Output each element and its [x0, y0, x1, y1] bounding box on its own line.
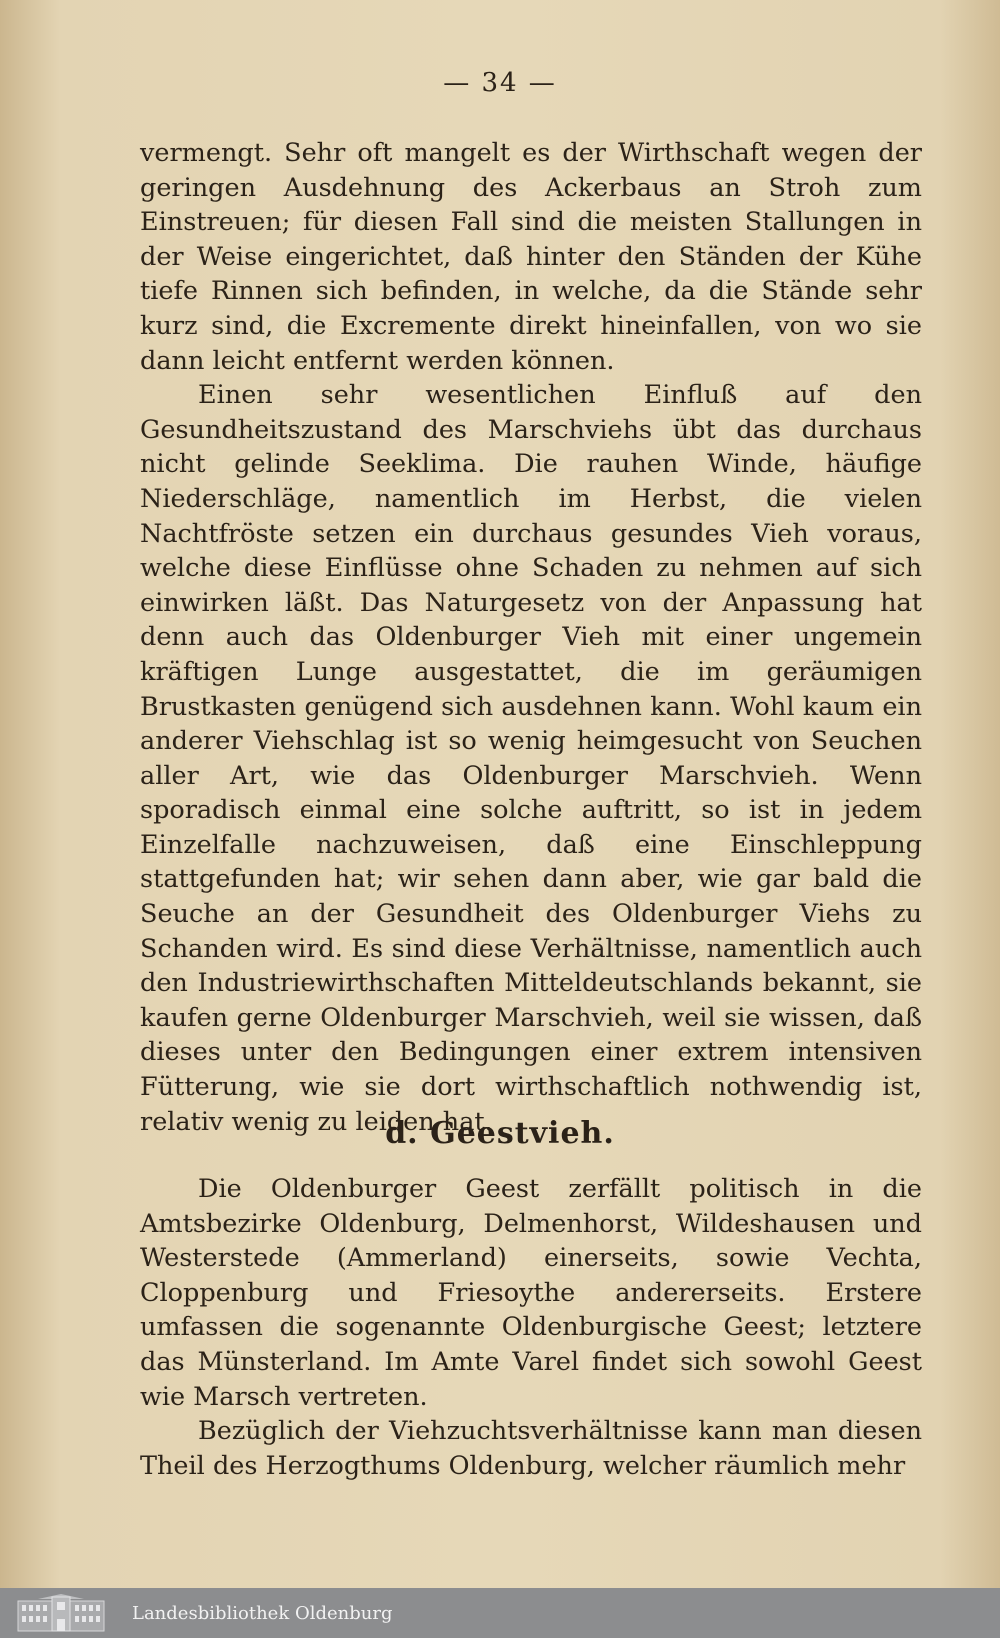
- library-name: Landesbibliothek Oldenburg: [132, 1602, 393, 1624]
- paragraph: Einen sehr wesentlichen Einfluß auf den Gesundheitszustand des Marschviehs übt das durchaus nicht gelinde Seeklima. Die rauhen Winde, häufige Niederschläge, namentlich im Herbst, die vielen Nachtfröste setzen ein durchaus gesundes Vieh voraus, welche diese Einflüsse ohne Schaden zu nehmen auf sich einwirken läßt. Das Naturgesetz von der Anpassung hat denn auch das Oldenburger Vieh mit einer ungemein kräftigen Lunge ausgestattet, die im geräumigen Brustkasten genügend sich ausdehnen kann. Wohl kaum ein anderer Viehschlag ist so wenig heimgesucht von Seuchen aller Art, wie das Oldenburger Marschvieh. Wenn sporadisch einmal eine solche auftritt, so ist in jedem Einzelfalle nachzuweisen, daß eine Einschleppung stattgefunden hat; wir sehen dann aber, wie gar bald die Seuche an der Gesundheit des Oldenburger Viehs zu Schanden wird. Es sind diese Verhältnisse, namentlich auch den Industriewirthschaften Mitteldeutschlands bekannt, sie kaufen gerne Oldenburger Marschvieh, weil sie wissen, daß dieses unter den Bedingungen einer extrem intensiven Fütterung, wie sie dort wirthschaftlich nothwendig ist, relativ wenig zu leiden hat.: [140, 380, 922, 1137]
- footer-bar: [0, 1588, 1000, 1638]
- paragraph: Die Oldenburger Geest zerfällt politisch in die Amtsbezirke Oldenburg, Delmenhorst, Wildeshausen und Westerstede (Ammerland) einerseits, sowie Vechta, Cloppenburg und Friesoythe andererseits. Erstere umfassen die sogenannte Oldenburgische Geest; letztere das Münsterland. Im Amte Varel findet sich sowohl Geest wie Marsch vertreten.: [140, 1174, 922, 1412]
- library-building-icon: [8, 1593, 114, 1633]
- text-block-geest: [140, 1172, 922, 1483]
- text-block-marsh: [140, 136, 922, 1139]
- page-number: — 34 —: [443, 68, 557, 98]
- section-heading: d. Geestvieh.: [385, 1116, 615, 1151]
- paragraph: Bezüglich der Viehzuchtsverhältnisse kann man diesen Theil des Herzogthums Oldenburg, welcher räumlich mehr: [140, 1416, 922, 1481]
- paragraph: vermengt. Sehr oft mangelt es der Wirthschaft wegen der geringen Ausdehnung des Ackerbaus an Stroh zum Einstreuen; für diesen Fall sind die meisten Stallungen in der Weise eingerichtet, daß hinter den Ständen der Kühe tiefe Rinnen sich befinden, in welche, da die Stände sehr kurz sind, die Excremente direkt hineinfallen, von wo sie dann leicht entfernt werden können.: [140, 138, 922, 376]
